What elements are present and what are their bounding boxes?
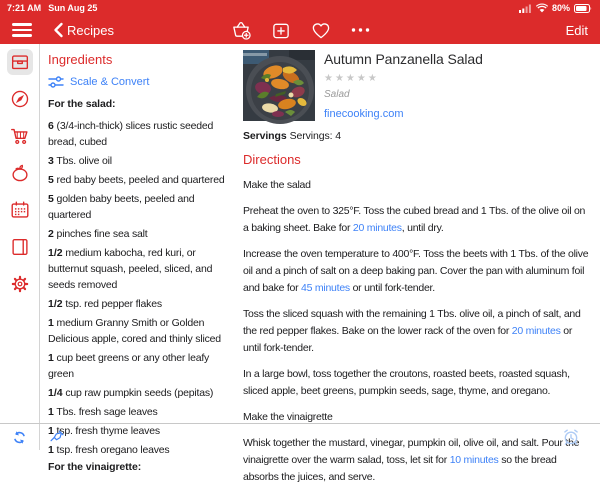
cart-icon (9, 125, 31, 147)
sidebar-item-browse[interactable] (7, 86, 33, 112)
ingredient-item[interactable]: 1 tsp. fresh oregano leaves (48, 444, 170, 456)
calendar-icon (9, 199, 31, 221)
recipe-title: Autumn Panzanella Salad (324, 51, 483, 67)
ingredient-item[interactable]: 1 tsp. fresh thyme leaves (48, 425, 160, 437)
recipe-header (243, 50, 590, 122)
servings-row (243, 130, 590, 142)
servings-label: Servings (243, 130, 287, 142)
direction-paragraph: Make the vinaigrette (243, 411, 333, 423)
direction-paragraph: Preheat the oven to 325°F. Toss the cubed bread and 1 Tbs. of the olive oil on a baking sheet. Bake for 20 minutes, until dry. (243, 205, 586, 234)
recipe-meta (324, 50, 483, 122)
sliders-icon (48, 76, 64, 88)
favorite-heart-icon[interactable] (311, 21, 332, 40)
add-to-meal-plan-icon[interactable] (272, 21, 291, 40)
cellular-signal-icon (519, 4, 532, 13)
direction-paragraph: Increase the oven temperature to 400°F. Toss the beets with 1 Tbs. of the olive oil and a pinch of salt on a deep baking pan. Cover the pan with aluminum foil and bake for 45 minutes or until fork-tender. (243, 248, 589, 294)
ingredient-item[interactable]: 1/4 cup raw pumpkin seeds (pepitas) (48, 387, 214, 399)
ingredient-item[interactable]: 5 golden baby beets, peeled and quartered (48, 193, 195, 221)
status-date: Sun Aug 25 (48, 3, 98, 13)
sidebar-item-recipes[interactable] (7, 49, 33, 75)
ingredient-item[interactable]: 1 Tbs. fresh sage leaves (48, 406, 158, 418)
sidebar-item-settings[interactable] (7, 271, 33, 297)
recipe-category: Salad (324, 89, 350, 100)
ingredients-title: Ingredients (48, 52, 113, 67)
servings-value: Servings: 4 (289, 130, 341, 142)
status-right (519, 3, 593, 13)
direction-paragraph: Whisk together the mustard, vinegar, pumpkin oil, olive oil, and salt. Pour the vinaigrette over the warm salad, toss, let sit for 10 minutes so the bread absorbs the juices, and serve. (243, 437, 580, 483)
status-bar (0, 0, 600, 16)
sync-button[interactable] (0, 424, 40, 450)
ingredient-item[interactable]: 1/2 medium kabocha, red kuri, or butternut squash, peeled, sliced, and seeds removed (48, 247, 213, 291)
directions-title: Directions (243, 152, 301, 167)
nav-center-actions (231, 16, 370, 44)
sidebar-item-pantry[interactable] (7, 160, 33, 186)
ingredient-item[interactable]: 5 red baby beets, peeled and quartered (48, 174, 225, 186)
pin-button[interactable] (49, 429, 65, 445)
ingredients-panel (40, 44, 240, 473)
edit-button[interactable]: Edit (565, 22, 588, 38)
direction-paragraph: Toss the sliced squash with the remaining 1 Tbs. olive oil, a pinch of salt, and the red pepper flakes. Bake on the lower rack of the oven for 20 minutes or until fork-tender. (243, 308, 581, 354)
direction-paragraph: Make the salad (243, 179, 311, 191)
sync-icon (12, 430, 27, 445)
add-to-groceries-basket-icon[interactable] (231, 20, 252, 40)
pin-icon (49, 429, 65, 445)
main-area (0, 44, 600, 483)
timer-link[interactable]: 45 minutes (301, 282, 350, 294)
ingredients-list (48, 98, 230, 473)
scale-convert-button[interactable] (48, 76, 230, 88)
ingredient-item[interactable]: 2 pinches fine sea salt (48, 228, 148, 240)
gear-icon (9, 273, 31, 295)
recipe-panel (240, 44, 600, 483)
timer-alarm-icon (562, 428, 580, 446)
chevron-left-icon (54, 23, 63, 37)
sidebar (0, 44, 40, 423)
direction-paragraph: In a large bowl, toss together the croutons, roasted beets, roasted squash, sliced apple, beet greens, pumpkin seeds, sage, thyme, and oregano. (243, 368, 570, 397)
battery-percent: 80% (551, 3, 570, 13)
sidebar-item-groceries[interactable] (7, 123, 33, 149)
timer-link[interactable]: 10 minutes (449, 454, 499, 466)
scale-convert-label: Scale & Convert (70, 76, 150, 88)
compass-icon (9, 88, 31, 110)
more-ellipsis-icon[interactable] (352, 28, 370, 32)
timer-button[interactable] (562, 428, 580, 446)
ingredient-item[interactable]: 1 cup beet greens or any other leafy green (48, 352, 210, 380)
wifi-icon (536, 4, 548, 13)
ingredient-item[interactable]: 1/2 tsp. red pepper flakes (48, 298, 162, 310)
status-time: 7:21 AM (7, 3, 42, 13)
status-left (7, 3, 104, 13)
sidebar-item-meal-planner[interactable] (7, 197, 33, 223)
ingredient-section-heading: For the salad: (48, 98, 116, 110)
star-rating[interactable]: ★★★★★ (324, 73, 379, 84)
recipe-photo[interactable] (243, 50, 315, 121)
timer-link[interactable]: 20 minutes (511, 325, 561, 337)
ingredient-item[interactable]: 1 medium Granny Smith or Golden Delicious apple, cored and thinly sliced (48, 317, 221, 345)
recipe-box-icon (9, 51, 31, 73)
timer-link[interactable]: 20 minutes (352, 222, 402, 234)
back-to-recipes-button[interactable] (54, 23, 114, 38)
recipe-source-link[interactable]: finecooking.com (324, 108, 404, 120)
navigation-bar (0, 16, 600, 44)
hamburger-menu-icon[interactable] (12, 23, 32, 37)
ingredient-section-heading: For the vinaigrette: (48, 461, 142, 473)
battery-icon (574, 4, 593, 13)
tomato-icon (9, 162, 31, 184)
ingredient-item[interactable]: 6 (3/4-inch-thick) slices rustic seeded bread, cubed (48, 120, 214, 148)
back-button-label: Recipes (67, 22, 114, 38)
sidebar-item-menus[interactable] (7, 234, 33, 260)
bottom-toolbar (0, 423, 600, 450)
ingredient-item[interactable]: 3 Tbs. olive oil (48, 155, 112, 167)
book-icon (9, 236, 31, 258)
